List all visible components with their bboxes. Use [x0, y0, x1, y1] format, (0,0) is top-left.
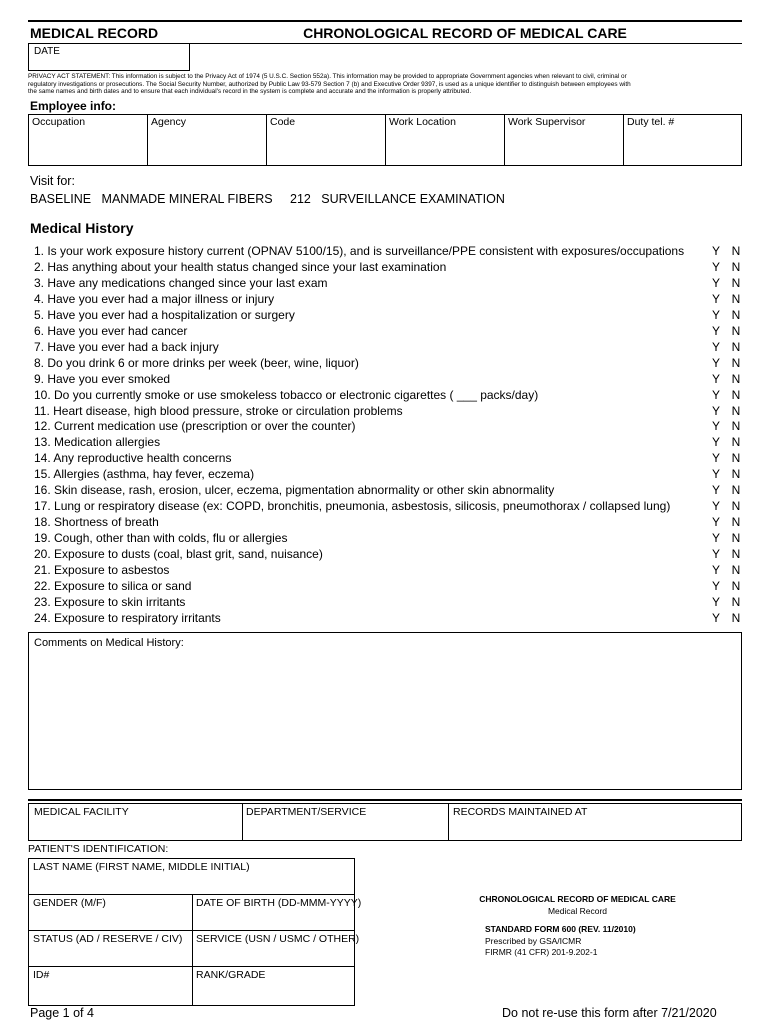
- question-text: 13. Medication allergies: [34, 435, 161, 449]
- yes-option[interactable]: Y: [711, 404, 720, 418]
- question-text: 15. Allergies (asthma, hay fever, eczema): [34, 467, 255, 481]
- no-option[interactable]: N: [731, 579, 741, 593]
- chronological-record-title: CHRONOLOGICAL RECORD OF MEDICAL CARE: [303, 25, 627, 41]
- visit-type: BASELINE MANMADE MINERAL FIBERS 212 SURVEILLANCE EXAMINATION: [30, 192, 505, 206]
- question-row: [34, 275, 740, 291]
- medical-facility-field[interactable]: MEDICAL FACILITY: [34, 806, 129, 818]
- question-row: [34, 434, 740, 450]
- question-row: [34, 546, 740, 562]
- yes-option[interactable]: Y: [711, 388, 720, 402]
- no-option[interactable]: N: [731, 611, 741, 625]
- no-option[interactable]: N: [731, 467, 741, 481]
- question-text: 24. Exposure to respiratory irritants: [34, 611, 221, 625]
- question-text: 11. Heart disease, high blood pressure, stroke or circulation problems: [34, 404, 403, 418]
- page-number: Page 1 of 4: [30, 1006, 94, 1020]
- question-row: [34, 418, 740, 434]
- question-row: [34, 450, 740, 466]
- question-row: [34, 482, 740, 498]
- question-text: 7. Have you ever had a back injury: [34, 340, 219, 354]
- yes-option[interactable]: Y: [711, 356, 720, 370]
- department-service-field[interactable]: DEPARTMENT/SERVICE: [246, 806, 367, 818]
- firmr-reference: FIRMR (41 CFR) 201-9.202-1: [485, 947, 598, 957]
- no-option[interactable]: N: [731, 356, 741, 370]
- no-option[interactable]: N: [731, 531, 741, 545]
- status-field[interactable]: STATUS (AD / RESERVE / CIV): [33, 933, 183, 945]
- yes-option[interactable]: Y: [711, 372, 720, 386]
- yes-option[interactable]: Y: [711, 340, 720, 354]
- reuse-notice: Do not re-use this form after 7/21/2020: [502, 1006, 717, 1020]
- medical-record-title: MEDICAL RECORD: [30, 25, 159, 41]
- yes-option[interactable]: Y: [711, 531, 720, 545]
- no-option[interactable]: N: [731, 515, 741, 529]
- header-top-rule: [28, 20, 742, 22]
- yes-option[interactable]: Y: [711, 563, 720, 577]
- facility-divider-1: [242, 803, 243, 841]
- question-text: 6. Have you ever had cancer: [34, 324, 188, 338]
- records-maintained-field[interactable]: RECORDS MAINTAINED AT: [453, 806, 588, 818]
- question-row: [34, 498, 740, 514]
- question-row: [34, 594, 740, 610]
- no-option[interactable]: N: [731, 435, 741, 449]
- question-row: [34, 339, 740, 355]
- question-text: 22. Exposure to silica or sand: [34, 579, 192, 593]
- comments-label: Comments on Medical History:: [34, 637, 184, 649]
- no-option[interactable]: N: [731, 260, 741, 274]
- question-text: 4. Have you ever had a major illness or injury: [34, 292, 275, 306]
- no-option[interactable]: N: [731, 547, 741, 561]
- no-option[interactable]: N: [731, 308, 741, 322]
- yes-option[interactable]: Y: [711, 276, 720, 290]
- no-option[interactable]: N: [731, 451, 741, 465]
- employee-field-duty-tel[interactable]: Duty tel. #: [627, 116, 675, 128]
- question-text: 1. Is your work exposure history current (OPNAV 5100/15), and is surveillance/PPE consistent with exposures/occupations: [34, 244, 685, 258]
- question-text: 19. Cough, other than with colds, flu or allergies: [34, 531, 288, 545]
- no-option[interactable]: N: [731, 404, 741, 418]
- no-option[interactable]: N: [731, 324, 741, 338]
- employee-field-work-supervisor[interactable]: Work Supervisor: [508, 116, 586, 128]
- no-option[interactable]: N: [731, 483, 741, 497]
- prescribed-by: Prescribed by GSA/ICMR: [485, 936, 582, 946]
- employee-field-code[interactable]: Code: [270, 116, 296, 128]
- question-text: 14. Any reproductive health concerns: [34, 451, 232, 465]
- question-text: 10. Do you currently smoke or use smokeless tobacco or electronic cigarettes ( ___ packs/day): [34, 388, 539, 402]
- privacy-act-statement: [28, 73, 744, 96]
- question-text: 21. Exposure to asbestos: [34, 563, 170, 577]
- yes-option[interactable]: Y: [711, 467, 720, 481]
- facility-top-rule: [28, 799, 742, 801]
- yes-option[interactable]: Y: [711, 547, 720, 561]
- gender-field[interactable]: GENDER (M/F): [33, 897, 106, 909]
- date-of-birth-field[interactable]: DATE OF BIRTH (DD-MMM-YYYY): [196, 897, 362, 909]
- question-row: [34, 243, 740, 259]
- yes-option[interactable]: Y: [711, 308, 720, 322]
- question-row: [34, 403, 740, 419]
- no-option[interactable]: N: [731, 563, 741, 577]
- service-field[interactable]: SERVICE (USN / USMC / OTHER): [196, 933, 360, 945]
- standard-form-number: STANDARD FORM 600 (REV. 11/2010): [485, 924, 636, 934]
- question-row: [34, 530, 740, 546]
- employee-col-divider: [147, 114, 148, 166]
- medical-history-heading: Medical History: [30, 220, 134, 236]
- form-info-subtitle: Medical Record: [547, 906, 608, 916]
- no-option[interactable]: N: [731, 388, 741, 402]
- no-option[interactable]: N: [731, 595, 741, 609]
- facility-table: [28, 803, 742, 841]
- question-text: 12. Current medication use (prescription or over the counter): [34, 419, 356, 433]
- date-label: DATE: [34, 46, 60, 57]
- yes-option[interactable]: Y: [711, 435, 720, 449]
- comments-box[interactable]: [28, 632, 742, 790]
- yes-option[interactable]: Y: [711, 292, 720, 306]
- question-row: [34, 514, 740, 530]
- yes-option[interactable]: Y: [711, 419, 720, 433]
- yes-option[interactable]: Y: [711, 324, 720, 338]
- form-info-title: CHRONOLOGICAL RECORD OF MEDICAL CARE: [479, 894, 676, 904]
- question-row: [34, 323, 740, 339]
- employee-field-occupation[interactable]: Occupation: [32, 116, 86, 128]
- yes-option[interactable]: Y: [711, 595, 720, 609]
- question-row: [34, 259, 740, 275]
- patient-identification-heading: PATIENT'S IDENTIFICATION:: [28, 843, 169, 855]
- yes-option[interactable]: Y: [711, 483, 720, 497]
- question-row: [34, 291, 740, 307]
- question-row: [34, 307, 740, 323]
- last-name-field[interactable]: LAST NAME (FIRST NAME, MIDDLE INITIAL): [33, 861, 250, 873]
- question-text: 17. Lung or respiratory disease (ex: COPD, bronchitis, pneumonia, asbestosis, silicosis, pneumothorax / collapsed lung): [34, 499, 671, 513]
- question-text: 23. Exposure to skin irritants: [34, 595, 186, 609]
- employee-info-heading: Employee info:: [30, 99, 117, 113]
- question-text: 16. Skin disease, rash, erosion, ulcer, eczema, pigmentation abnormality or other skin abnormality: [34, 483, 555, 497]
- question-row: [34, 387, 740, 403]
- yes-option[interactable]: Y: [711, 451, 720, 465]
- question-text: 3. Have any medications changed since your last exam: [34, 276, 328, 290]
- yes-option[interactable]: Y: [711, 260, 720, 274]
- question-text: 8. Do you drink 6 or more drinks per week (beer, wine, liquor): [34, 356, 359, 370]
- question-row: [34, 578, 740, 594]
- privacy-line-3: the same names and birth dates and to ensure that each individual's record in the system is complete and accurate and the information is properly attributed.: [28, 88, 472, 96]
- question-row: [34, 610, 740, 626]
- employee-col-divider: [266, 114, 267, 166]
- no-option[interactable]: N: [731, 244, 741, 258]
- no-option[interactable]: N: [731, 499, 741, 513]
- employee-col-divider: [623, 114, 624, 166]
- no-option[interactable]: N: [731, 372, 741, 386]
- question-row: [34, 562, 740, 578]
- visit-for-label: Visit for:: [30, 174, 75, 188]
- yes-option[interactable]: Y: [711, 515, 720, 529]
- yes-option[interactable]: Y: [711, 579, 720, 593]
- question-row: [34, 466, 740, 482]
- question-text: 5. Have you ever had a hospitalization or surgery: [34, 308, 295, 322]
- question-text: 9. Have you ever smoked: [34, 372, 171, 386]
- facility-divider-2: [448, 803, 449, 841]
- no-option[interactable]: N: [731, 292, 741, 306]
- privacy-line-2: regulatory investigations or prosecutions. The Social Security Number, authorized by Public Law 93-579 Section 7 (b) and Executive Order 9397, is used as a unique identifier to distinguish between employees with: [28, 80, 631, 88]
- yes-option[interactable]: Y: [711, 499, 720, 513]
- question-text: 2. Has anything about your health status changed since your last examination: [34, 260, 447, 274]
- no-option[interactable]: N: [731, 340, 741, 354]
- no-option[interactable]: N: [731, 276, 741, 290]
- question-row: [34, 355, 740, 371]
- employee-col-divider: [385, 114, 386, 166]
- question-row: [34, 371, 740, 387]
- no-option[interactable]: N: [731, 419, 741, 433]
- employee-field-work-location[interactable]: Work Location: [389, 116, 456, 128]
- patient-col-divider: [192, 894, 193, 1006]
- id-field[interactable]: ID#: [33, 969, 50, 981]
- yes-option[interactable]: Y: [711, 244, 720, 258]
- employee-field-agency[interactable]: Agency: [151, 116, 187, 128]
- rank-grade-field[interactable]: RANK/GRADE: [196, 969, 266, 981]
- yes-option[interactable]: Y: [711, 611, 720, 625]
- question-text: 20. Exposure to dusts (coal, blast grit, sand, nuisance): [34, 547, 323, 561]
- question-text: 18. Shortness of breath: [34, 515, 159, 529]
- employee-col-divider: [504, 114, 505, 166]
- privacy-line-1: PRIVACY ACT STATEMENT: This information is subject to the Privacy Act of 1974 (5 U.S.C. Section 552a). This information may be provided to appropriate Government agencies when relevant to civil, criminal or: [28, 73, 627, 80]
